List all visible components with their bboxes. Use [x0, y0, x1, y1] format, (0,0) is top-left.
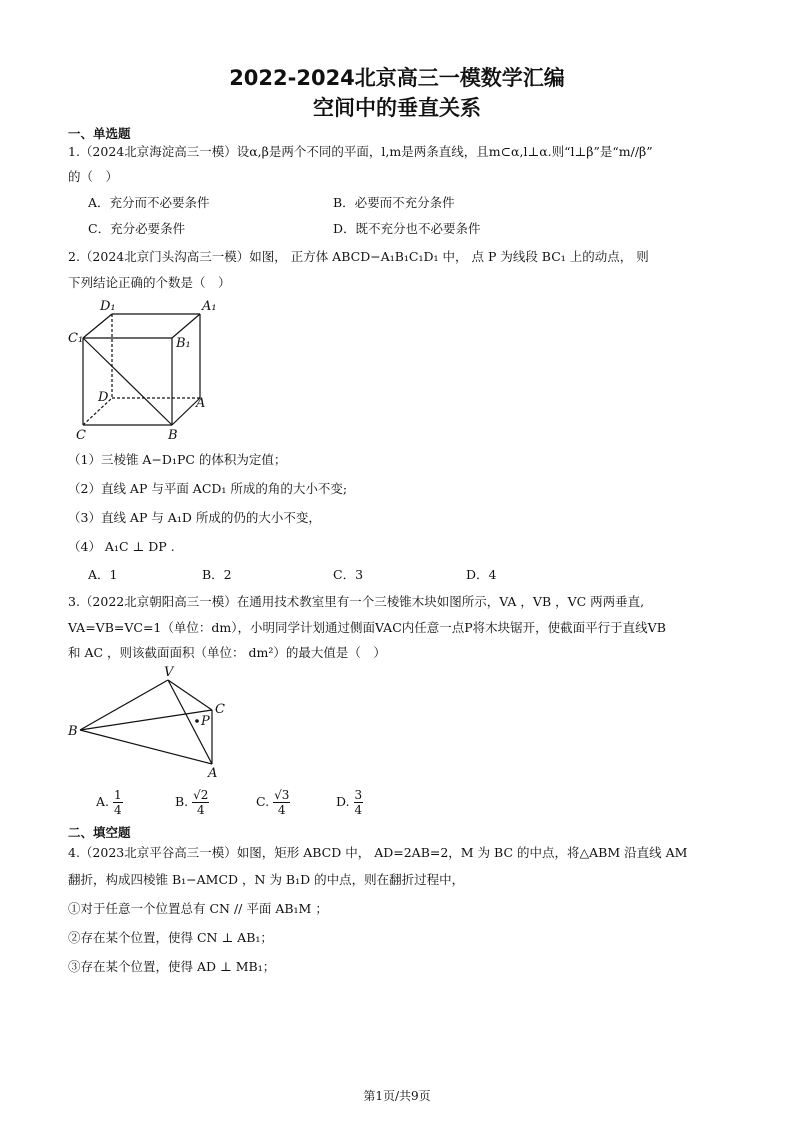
q3-option-b: B. $\frac{√2}{4}$	[175, 788, 209, 817]
pyramid-label-v: V	[164, 665, 174, 680]
cube-label-c1: C₁	[68, 331, 84, 346]
q3-option-d: D. $\frac{3}{4}$	[336, 788, 363, 817]
q4-item-3: ③存在某个位置，使得 AD ⊥ MB₁；	[68, 959, 276, 974]
q2-option-d: D．4	[466, 567, 497, 582]
pyramid-label-p: P	[201, 714, 210, 729]
q2-stem-line1: 2.（2024北京门头沟高三一模）如图， 正方体 ABCD−A₁B₁C₁D₁ 中， 点 P 为线段 BC₁ 上的动点， 则	[68, 249, 649, 264]
q2-statement-4: （4） A₁C ⊥ DP .	[68, 539, 175, 554]
cube-label-d: D	[98, 390, 109, 405]
q1-stem-line1: 1.（2024北京海淀高三一模）设α,β是两个不同的平面，l,m是两条直线，且m⊂α,l⊥α.则“l⊥β”是“m//β”	[68, 144, 653, 159]
cube-figure	[62, 295, 232, 445]
q3-stem-line2: VA=VB=VC=1（单位：dm），小明同学计划通过侧面VAC内任意一点P将木块锯开，使截面平行于直线VB	[68, 620, 666, 635]
q1-option-b: B．必要而不充分条件	[333, 195, 455, 210]
q2-stem-line2: 下列结论正确的个数是（ ）	[68, 275, 231, 290]
q2-option-c: C．3	[333, 567, 364, 582]
cube-label-b1: B₁	[176, 336, 191, 351]
q4-stem-line2: 翻折，构成四棱锥 B₁−AMCD ，N 为 B₁D 的中点，则在翻折过程中，	[68, 872, 465, 887]
q3-stem-line1: 3.（2022北京朝阳高三一模）在通用技术教室里有一个三棱锥木块如图所示，VA ，VB ，VC 两两垂直,	[68, 594, 645, 609]
cube-label-b: B	[168, 428, 178, 443]
cube-label-d1: D₁	[100, 299, 116, 314]
q1-stem-line2: 的（ ）	[68, 169, 119, 184]
cube-label-a1: A₁	[202, 299, 217, 314]
q4-item-2: ②存在某个位置，使得 CN ⊥ AB₁；	[68, 930, 273, 945]
q2-statement-3: （3）直线 AP 与 A₁D 所成的仍的大小不变，	[68, 510, 321, 525]
section-heading-single-choice: 一、单选题	[68, 126, 131, 141]
pyramid-figure	[62, 662, 242, 782]
section-heading-fill-in: 二、填空题	[68, 825, 131, 840]
q4-stem-line1: 4.（2023北京平谷高三一模）如图，矩形 ABCD 中， AD=2AB=2，M 为 BC 的中点，将△ABM 沿直线 AM	[68, 845, 688, 860]
cube-label-c: C	[76, 428, 86, 443]
q1-option-d: D．既不充分也不必要条件	[333, 221, 481, 236]
q1-option-c: C．充分必要条件	[88, 221, 186, 236]
cube-label-a: A	[196, 396, 206, 411]
pyramid-label-c: C	[215, 702, 225, 717]
q3-option-c: C. $\frac{√3}{4}$	[256, 788, 290, 817]
document-title: 2022-2024北京高三一模数学汇编	[229, 66, 565, 90]
q2-statement-1: （1）三棱锥 A−D₁PC 的体积为定值；	[68, 452, 287, 467]
q2-statement-2: （2）直线 AP 与平面 ACD₁ 所成的角的大小不变;	[68, 481, 348, 496]
pyramid-label-b: B	[68, 724, 78, 739]
q2-option-a: A．1	[88, 567, 118, 582]
document-subtitle: 空间中的垂直关系	[313, 96, 481, 120]
page-footer: 第1页/共9页	[363, 1089, 431, 1103]
pyramid-label-a: A	[208, 766, 218, 781]
q2-option-b: B．2	[202, 567, 232, 582]
q3-option-a: A. $\frac{1}{4}$	[96, 788, 122, 817]
q1-option-a: A．充分而不必要条件	[88, 195, 210, 210]
q3-stem-line3: 和 AC ，则该截面面积（单位： dm²）的最大值是（ ）	[68, 645, 386, 660]
q4-item-1: ①对于任意一个位置总有 CN // 平面 AB₁M ；	[68, 901, 328, 916]
